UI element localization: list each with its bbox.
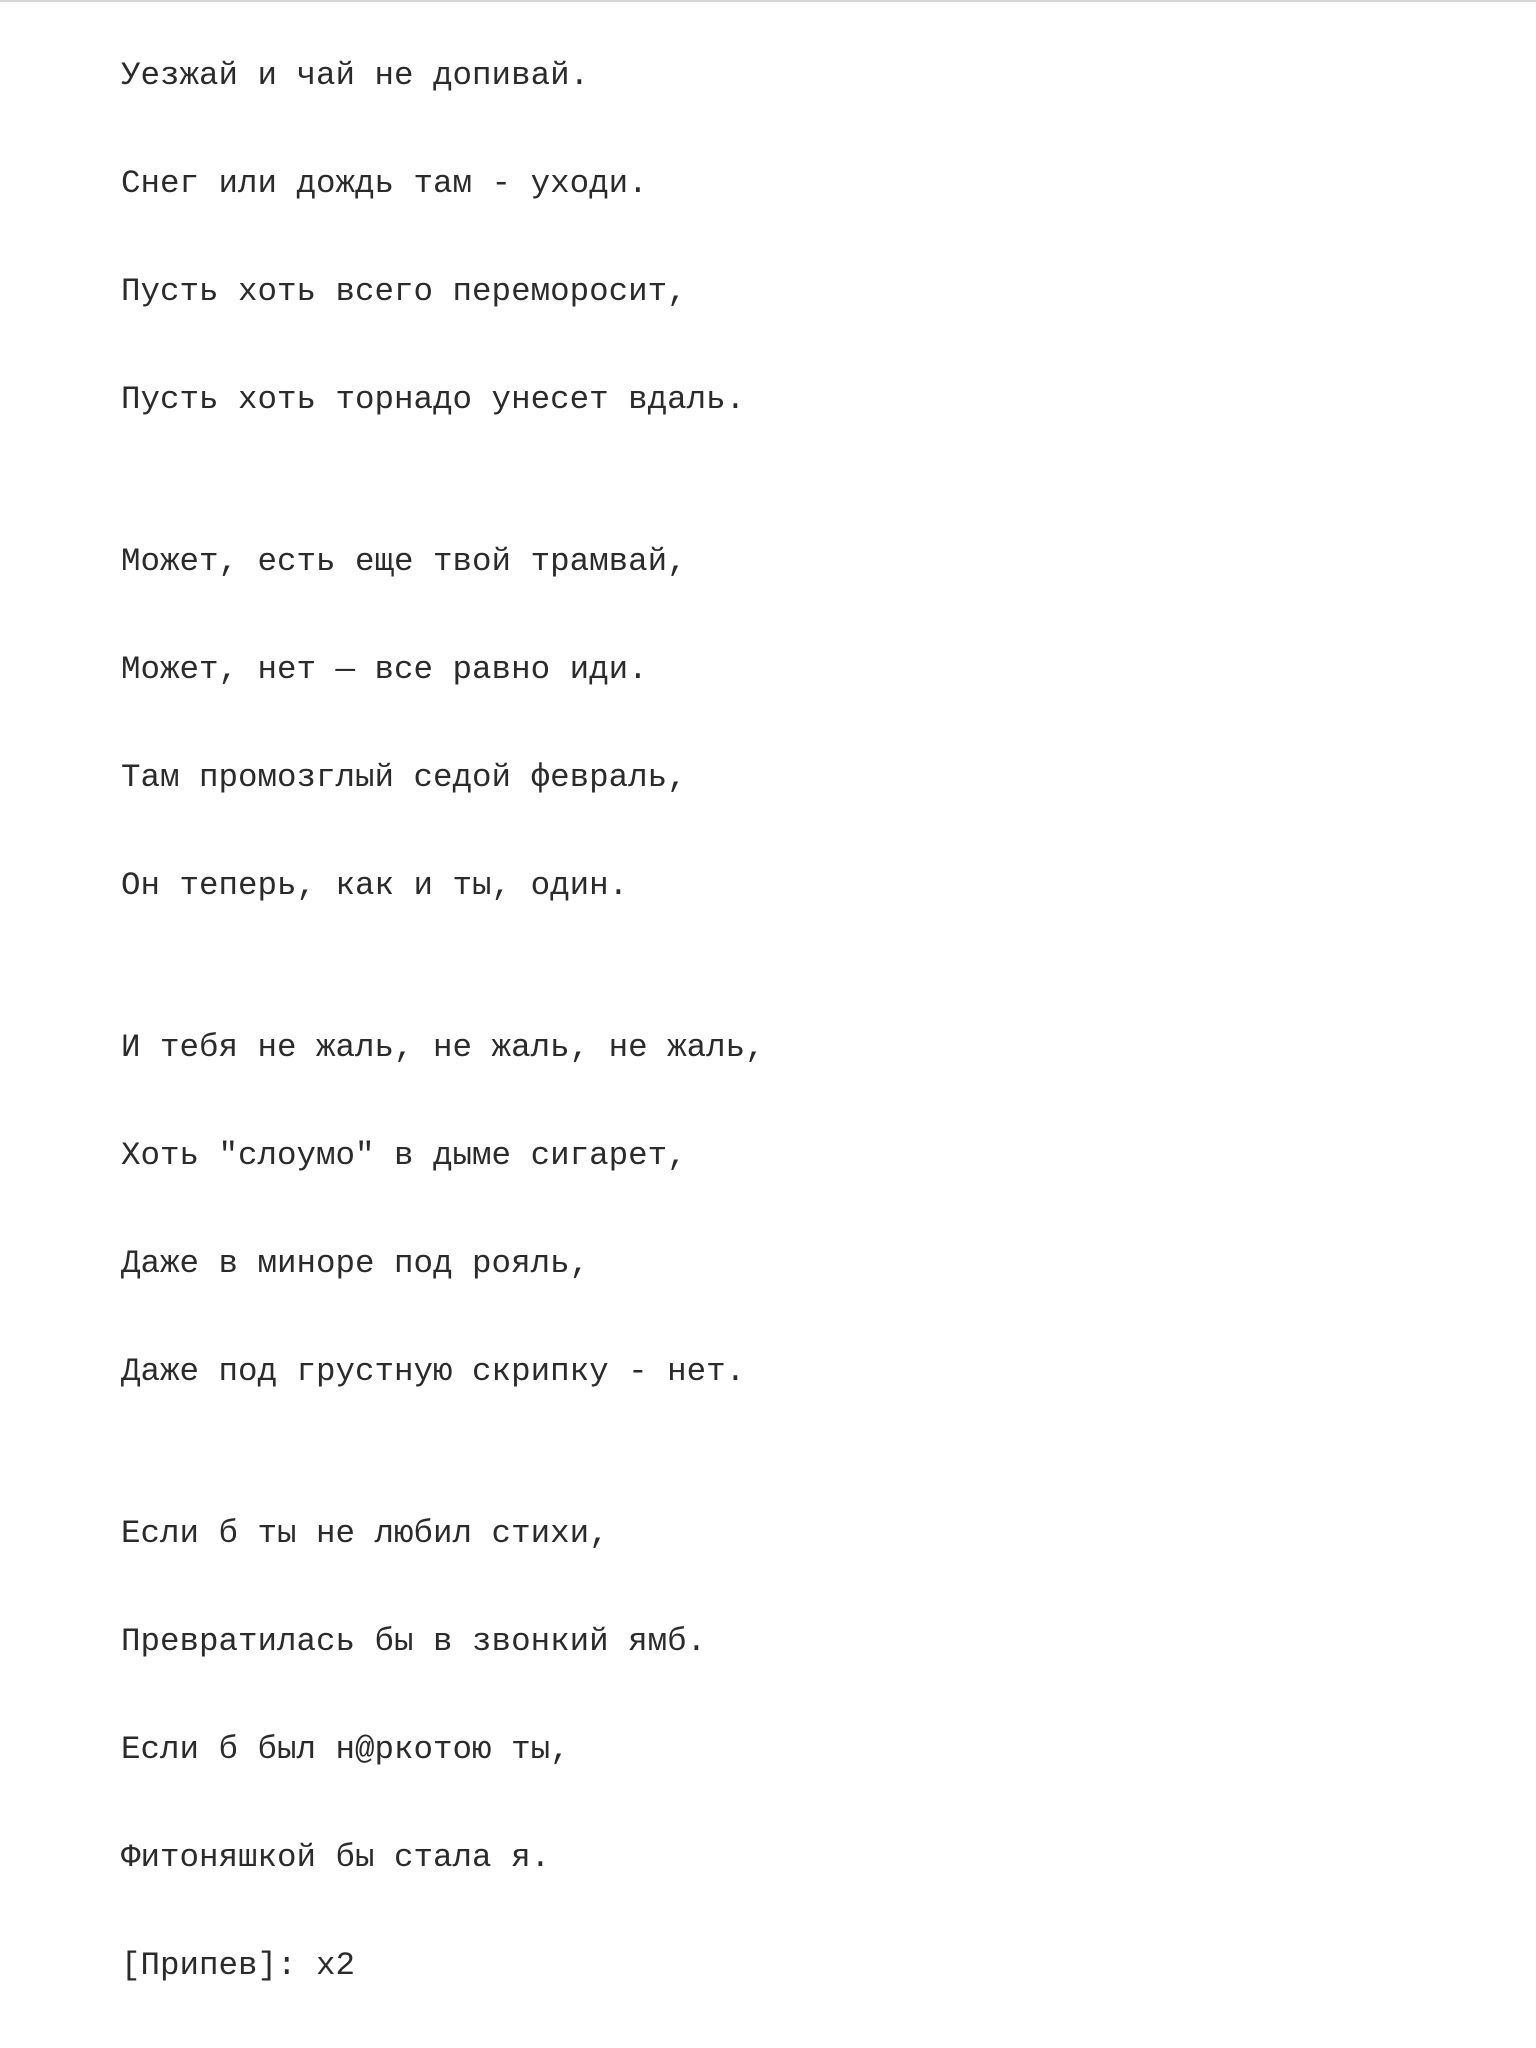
lyric-line: Пусть хоть торнадо унесет вдаль. <box>121 381 746 418</box>
top-divider <box>0 0 1536 2</box>
lyric-line: Даже под грустную скрипку - нет. <box>121 1353 746 1390</box>
lyric-line: Может, есть еще твой трамвай, <box>121 543 687 580</box>
lyric-line: Хоть "слоумо" в дыме сигарет, <box>121 1137 687 1174</box>
lyric-line: Фитоняшкой бы стала я. <box>121 1839 551 1876</box>
lyric-line: Он теперь, как и ты, один. <box>121 867 629 904</box>
lyric-line: Если б был н@ркотою ты, <box>121 1731 570 1768</box>
lyric-line: И тебя не жаль, не жаль, не жаль, <box>121 1029 765 1066</box>
chorus-marker: [Припев]: x2 <box>121 1947 356 1984</box>
lyric-line: Если б ты не любил стихи, <box>121 1515 609 1552</box>
lyric-line: Уезжай и чай не допивай. <box>121 57 590 94</box>
lyric-line: Снег или дождь там - уходи. <box>121 165 648 202</box>
lyric-line: Может, нет — все равно иди. <box>121 651 648 688</box>
lyric-line: Там промозглый седой февраль, <box>121 759 687 796</box>
lyric-line: Превратилась бы в звонкий ямб. <box>121 1623 707 1660</box>
lyric-line: Даже в миноре под рояль, <box>121 1245 590 1282</box>
lyric-line: Пусть хоть всего переморосит, <box>121 273 687 310</box>
